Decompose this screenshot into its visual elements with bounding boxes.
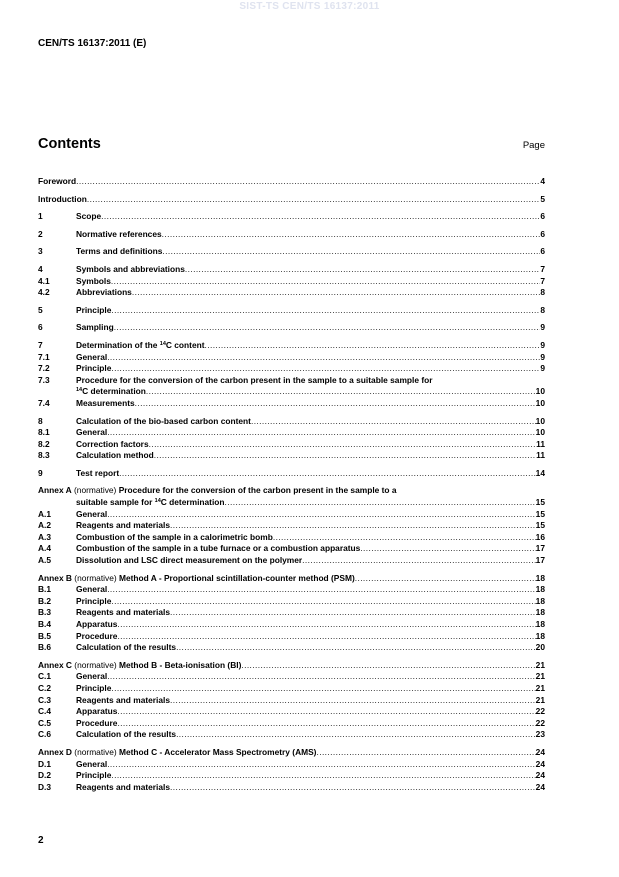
toc-entry-number: A.4 (38, 543, 52, 554)
toc-entry-page: 11 (536, 450, 545, 461)
toc-annex-item[interactable] (38, 695, 545, 707)
toc-entry-page: 10 (535, 415, 545, 426)
toc-entry-title: Symbols and abbreviations (76, 263, 185, 274)
annex-title: Method B - Beta-ionisation (BI) (119, 659, 242, 670)
toc-entry-page: 7 (540, 263, 545, 274)
dot-leader (111, 683, 535, 695)
toc-entry-number: C.6 (38, 729, 52, 740)
dot-leader (117, 631, 535, 643)
toc-entry-number: B.5 (38, 630, 52, 641)
dot-leader (119, 468, 536, 480)
toc-entry-title: Principle (76, 770, 112, 781)
toc-entry-number: B.2 (38, 595, 52, 606)
toc-entry-page: 23 (535, 729, 545, 740)
toc-entry-number: C.2 (38, 682, 52, 693)
annex-type: (normative) (71, 659, 119, 670)
toc-entry-page: 10 (535, 397, 545, 408)
toc-entry-7-4-measurements[interactable] (38, 398, 545, 410)
toc-entry-7-3-line1[interactable] (38, 375, 545, 387)
page-number: 2 (38, 835, 44, 846)
dot-leader (107, 759, 535, 771)
toc-entry-title: Principle (76, 682, 112, 693)
toc-entry-page: 18 (535, 619, 545, 629)
toc-entry-title: Reagents and materials (76, 781, 171, 792)
toc-entry-title: Normative references (76, 228, 162, 239)
toc-entry-number: A.1 (38, 508, 52, 519)
dot-leader (107, 671, 535, 683)
toc-entry-title: General (76, 427, 108, 438)
toc-entry-7-1-general[interactable] (38, 352, 545, 364)
toc-annex-item[interactable] (38, 607, 545, 619)
toc-entry-calculation-biobased[interactable] (38, 416, 545, 428)
toc-entry-page: 17 (535, 555, 545, 566)
toc-entry-number: 9 (38, 467, 43, 478)
dot-leader (107, 352, 540, 364)
toc-entry-title: Combustion of the sample in a tube furnace or a combustion apparatus (76, 543, 361, 554)
dot-leader (316, 747, 535, 759)
toc-entry-number: B.4 (38, 619, 52, 629)
toc-entry-title: Principle (76, 363, 112, 374)
toc-entry-number: 7.3 (38, 374, 50, 385)
toc-entry-number: 1 (38, 211, 43, 222)
dot-leader (117, 718, 535, 730)
toc-annex-item[interactable] (38, 509, 545, 521)
page-column-label: Page (522, 140, 545, 151)
toc-entry-number: C.5 (38, 717, 52, 728)
toc-entry-title: Reagents and materials (76, 607, 171, 618)
toc-entry-scope[interactable] (38, 211, 545, 223)
dot-leader (76, 176, 540, 188)
toc-entry-terms-definitions[interactable] (38, 246, 545, 258)
toc-entry-title: Calculation of the results (76, 642, 177, 653)
toc-entry-page: 7 (540, 275, 545, 286)
toc-entry-title: General (76, 508, 108, 519)
toc-entry-page: 21 (535, 659, 545, 670)
toc-entry-page: 6 (540, 211, 545, 222)
toc-entry-page: 24 (535, 746, 545, 757)
annex-type: (normative) (71, 746, 119, 757)
toc-annex-item[interactable] (38, 718, 545, 730)
toc-annex-item[interactable] (38, 759, 545, 771)
toc-entry-7-3-line2[interactable] (38, 386, 545, 398)
toc-entry-title: Combustion of the sample in a calorimetric bomb (76, 531, 273, 542)
toc-entry-page: 15 (535, 520, 545, 531)
dot-leader (111, 305, 540, 317)
toc-entry-page: 9 (540, 339, 545, 350)
toc-entry-page: 18 (535, 630, 545, 641)
toc-entry-test-report[interactable] (38, 468, 545, 480)
dot-leader (225, 497, 536, 509)
toc-entry-page: 6 (540, 228, 545, 239)
toc-entry-number: B.6 (38, 642, 52, 653)
toc-entry-title: Procedure (76, 630, 118, 641)
toc-entry-title: suitable sample for $^{14}$C determination (76, 497, 225, 508)
toc-entry-page: 22 (535, 706, 545, 717)
dot-leader (360, 543, 535, 555)
dot-leader (170, 695, 536, 707)
toc-entry-page: 9 (540, 322, 545, 333)
toc-entry-title: Correction factors (76, 438, 149, 449)
toc-entry-number: 2 (38, 228, 43, 239)
toc-entry-8-1-general[interactable] (38, 427, 545, 439)
toc-entry-title: Dissolution and LSC direct measurement on the polymer (76, 555, 303, 566)
toc-entry-title: Apparatus (76, 619, 118, 629)
toc-annex-item[interactable] (38, 596, 545, 608)
toc-entry-page: 9 (540, 351, 545, 362)
toc-entry-title: Determination of the $^{14}$C content (76, 339, 205, 350)
toc-entry-title (38, 660, 241, 672)
dot-leader (101, 211, 540, 223)
toc-entry-number: D.3 (38, 781, 52, 792)
page-title: Contents (38, 136, 101, 152)
dot-leader (355, 573, 536, 585)
toc-annex-item[interactable] (38, 584, 545, 596)
toc-entry-page: 17 (535, 543, 545, 554)
toc-entry-number: 8.2 (38, 438, 50, 449)
toc-entry-7-2-principle[interactable] (38, 363, 545, 375)
toc-entry-title: Calculation of the bio-based carbon content (76, 415, 251, 426)
dot-leader (111, 770, 535, 782)
toc-entry-title: Symbols (76, 275, 111, 286)
dot-leader (170, 607, 536, 619)
toc-entry-title: Apparatus (76, 706, 118, 717)
toc-entry-page: 8 (540, 304, 545, 315)
toc-entry-title: Principle (76, 595, 112, 606)
toc-entry-number: 4 (38, 263, 43, 274)
toc-entry-page: 5 (540, 193, 545, 204)
toc-entry-number: 7.1 (38, 351, 50, 362)
dot-leader (162, 229, 541, 241)
toc-entry-number: 5 (38, 304, 43, 315)
toc-entry-number: B.1 (38, 584, 52, 595)
dot-leader (87, 194, 540, 206)
toc-entry-title: Terms and definitions (76, 246, 163, 257)
toc-annex-item[interactable] (38, 706, 545, 718)
toc-entry-page: 24 (535, 781, 545, 792)
toc-annex-item[interactable] (38, 543, 545, 555)
toc-entry-sampling[interactable] (38, 322, 545, 334)
toc-entry-page: 9 (540, 363, 545, 374)
annex-label: Annex A (38, 485, 72, 496)
toc-annex-item[interactable] (38, 683, 545, 695)
toc-entry-number: A.5 (38, 555, 52, 566)
toc-entry-foreword[interactable] (38, 176, 545, 188)
dot-leader (251, 416, 536, 428)
toc-entry-normative-references[interactable] (38, 229, 545, 241)
toc-entry-page: 18 (535, 607, 545, 618)
toc-annex-item[interactable] (38, 520, 545, 532)
toc-entry-principle[interactable] (38, 305, 545, 317)
toc-annex-item[interactable] (38, 729, 545, 741)
toc-entry-page: 21 (535, 682, 545, 693)
toc-entry-page: 15 (535, 497, 545, 508)
toc-entry-page: 15 (535, 508, 545, 519)
toc-entry-symbols[interactable] (38, 276, 545, 288)
toc-entry-title: Foreword (38, 176, 77, 186)
toc-entry-title: Reagents and materials (76, 694, 171, 705)
toc-annex-item[interactable] (38, 782, 545, 794)
toc-annex-item[interactable] (38, 770, 545, 782)
toc-annex-item[interactable] (38, 532, 545, 544)
toc-entry-8-3-method[interactable] (38, 450, 545, 462)
toc-entry-number: A.3 (38, 531, 52, 542)
dot-leader (154, 450, 536, 462)
toc-entry-title: Procedure for the conversion of the carbon present in the sample to a suitable sample for (76, 374, 433, 385)
toc-entry-number: 8.3 (38, 450, 50, 461)
toc-entry-page: 18 (535, 595, 545, 606)
toc-entry-determination-c14[interactable] (38, 340, 545, 352)
toc-entry-title: General (76, 758, 108, 769)
toc-entry-number: D.1 (38, 758, 52, 769)
dot-leader (114, 322, 541, 334)
toc-entry-page: 11 (536, 438, 545, 449)
dot-leader (170, 520, 536, 532)
toc-entry-page: 18 (535, 584, 545, 595)
toc-entry-number: 4.2 (38, 287, 50, 298)
toc-entry-number: A.2 (38, 520, 52, 531)
toc-entry-title: Procedure (76, 717, 118, 728)
toc-entry-number: C.4 (38, 706, 52, 717)
toc-entry-page: 20 (535, 642, 545, 653)
toc-entry-title: Abbreviations (76, 287, 132, 298)
toc-entry-page: 10 (535, 427, 545, 438)
toc-entry-title: Test report (76, 467, 120, 478)
dot-leader (135, 398, 536, 410)
dot-leader (170, 782, 536, 794)
toc-entry-page: 24 (535, 758, 545, 769)
toc-entry-number: C.3 (38, 694, 52, 705)
annex-label: Annex C (38, 659, 72, 670)
dot-leader (107, 509, 535, 521)
toc-entry-title: Principle (76, 304, 112, 315)
toc-entry-title (38, 747, 316, 759)
annex-type: (normative) (71, 572, 119, 583)
toc-entry-page: 21 (535, 671, 545, 682)
dot-leader (302, 555, 536, 567)
toc-entry-number: 7.4 (38, 397, 50, 408)
annex-type: (normative) (71, 485, 119, 496)
toc-entry-page: 14 (535, 467, 545, 478)
dot-leader (176, 642, 536, 654)
dot-leader (111, 276, 540, 288)
dot-leader (205, 340, 541, 352)
toc-entry-title: Sampling (76, 322, 114, 333)
dot-leader (117, 619, 535, 631)
table-of-contents (38, 176, 545, 793)
toc-entry-page: 24 (535, 770, 545, 781)
toc-entry-number: C.1 (38, 671, 52, 682)
toc-entry-page: 4 (540, 176, 545, 186)
toc-entry-page: 22 (535, 717, 545, 728)
toc-entry-title: General (76, 584, 108, 595)
dot-leader (107, 427, 535, 439)
toc-entry-title (38, 573, 355, 585)
toc-entry-8-2-correction[interactable] (38, 439, 545, 451)
toc-annex-a-line2[interactable] (38, 497, 545, 509)
watermark: SIST-TS CEN/TS 16137:2011 (239, 1, 380, 12)
toc-entry-number: 7 (38, 339, 43, 350)
annex-title: Method A - Proportional scintillation-counter method (PSM) (119, 572, 355, 583)
dot-leader (162, 246, 540, 258)
standard-identifier: CEN/TS 16137:2011 (E) (38, 38, 147, 49)
toc-entry-title: Calculation of the results (76, 729, 177, 740)
toc-entry-number: 6 (38, 322, 43, 333)
annex-title: Method C - Accelerator Mass Spectrometry (AMS) (119, 746, 317, 757)
toc-entry-abbreviations[interactable] (38, 287, 545, 299)
toc-annex-item[interactable] (38, 555, 545, 567)
dot-leader (241, 660, 535, 672)
dot-leader (117, 706, 535, 718)
toc-entry-number: 4.1 (38, 275, 50, 286)
toc-entry-page: 16 (535, 531, 545, 542)
dot-leader (149, 439, 537, 451)
toc-entry-number: 3 (38, 246, 43, 257)
dot-leader (111, 363, 540, 375)
annex-label: Annex D (38, 746, 72, 757)
toc-entry-introduction[interactable] (38, 194, 545, 206)
toc-entry-page: 21 (535, 694, 545, 705)
dot-leader (132, 287, 540, 299)
dot-leader (176, 729, 536, 741)
toc-annex-item[interactable] (38, 642, 545, 654)
toc-entry-page: 18 (535, 572, 545, 583)
toc-entry-page: 6 (540, 246, 545, 257)
toc-entry-title: Measurements (76, 397, 135, 408)
toc-annex-a-line1[interactable] (38, 485, 545, 497)
toc-annex-b[interactable] (38, 573, 545, 585)
toc-annex-c[interactable] (38, 660, 545, 672)
toc-annex-d[interactable] (38, 747, 545, 759)
dot-leader (111, 596, 535, 608)
dot-leader (146, 386, 536, 398)
toc-entry-page: 8 (540, 287, 545, 298)
toc-entry-number: D.2 (38, 770, 52, 781)
dot-leader (107, 584, 535, 596)
toc-entry-number: 8 (38, 415, 43, 426)
toc-entry-title: Introduction (38, 193, 87, 204)
toc-entry-symbols-abbreviations[interactable] (38, 264, 545, 276)
toc-entry-title: General (76, 671, 108, 682)
toc-entry-title: Reagents and materials (76, 520, 171, 531)
annex-title: Procedure for the conversion of the carbon present in the sample to a (118, 485, 397, 496)
dot-leader (185, 264, 540, 276)
toc-entry-title: $^{14}$C determination (76, 386, 146, 397)
toc-entry-page: 10 (535, 386, 545, 397)
toc-entry-number: B.3 (38, 607, 52, 618)
toc-entry-title: Calculation method (76, 450, 154, 461)
toc-entry-title: Scope (76, 211, 102, 222)
toc-entry-number: 7.2 (38, 363, 50, 374)
toc-annex-item[interactable] (38, 619, 545, 631)
annex-label: Annex B (38, 572, 72, 583)
dot-leader (273, 532, 536, 544)
toc-entry-title: General (76, 351, 108, 362)
toc-annex-item[interactable] (38, 631, 545, 643)
toc-annex-item[interactable] (38, 671, 545, 683)
toc-entry-number: 8.1 (38, 427, 50, 438)
